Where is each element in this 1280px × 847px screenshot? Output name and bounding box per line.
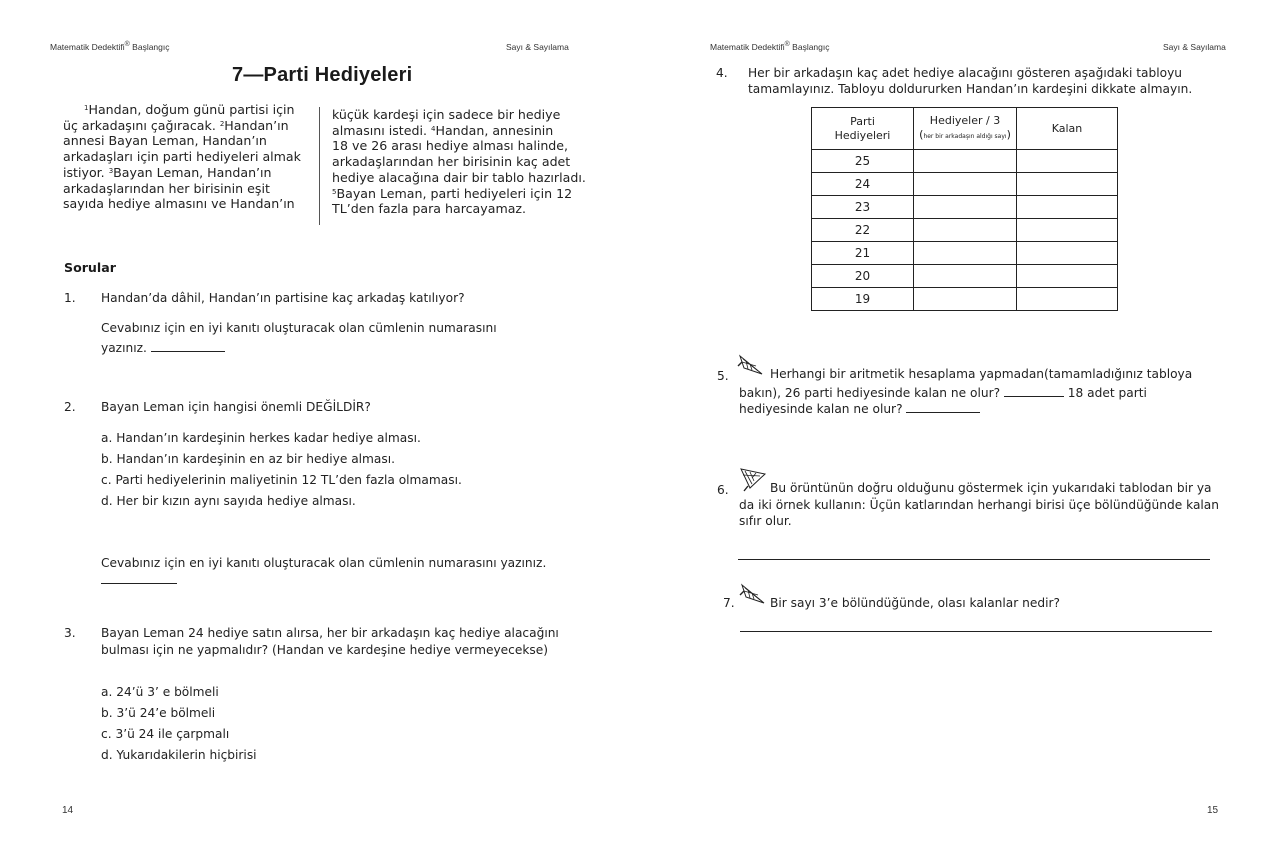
question-number: 4.	[716, 66, 728, 80]
question-2-text: Bayan Leman için hangisi önemli DEĞİLDİR?	[101, 400, 371, 414]
column-divider	[319, 107, 320, 225]
header-topic: Sayı & Sayılama	[506, 42, 569, 52]
question-4-text-line2: tamamlayınız. Tabloyu doldururken Handan’ın kardeşini dikkate almayın.	[748, 82, 1193, 96]
header-topic: Sayı & Sayılama	[1163, 42, 1226, 52]
page-number: 14	[62, 805, 74, 816]
table-cell-remainder[interactable]	[1017, 150, 1118, 173]
question-6-text: Bu örüntünün doğru olduğunu göstermek için yukarıdaki tablodan bir ya	[770, 481, 1212, 495]
table-cell-remainder[interactable]	[1017, 219, 1118, 242]
question-number: 6.	[717, 483, 729, 497]
table-cell-remainder[interactable]	[1017, 173, 1118, 196]
table-row	[812, 150, 1118, 173]
table-header-row	[812, 108, 1118, 150]
right-page	[640, 0, 1280, 847]
story-line: arkadaşları için parti hediyeleri almak	[63, 149, 301, 165]
option-b: b. Handan’ın kardeşinin en az bir hediye alması.	[101, 452, 395, 466]
remainder-table	[811, 107, 1118, 311]
story-line: arkadaşlarından her birisinin eşit	[63, 180, 270, 196]
table-cell-answer[interactable]	[914, 150, 1017, 173]
answer-line[interactable]	[738, 559, 1210, 560]
option-b: b. 3’ü 24’e bölmeli	[101, 706, 216, 720]
table-header-gifts-divided: Hediyeler / 3 (her bir arkadaşın aldığı sayı)	[914, 108, 1017, 150]
story-line: hediye alacağına dair bir tablo hazırladı.	[332, 169, 586, 185]
table-cell-gifts: 24	[812, 173, 914, 196]
answer-line[interactable]	[740, 631, 1212, 632]
story-line: annesi Bayan Leman, Handan’ın	[63, 133, 267, 149]
question-number: 1.	[64, 291, 76, 305]
detective-net-icon	[736, 352, 766, 378]
story-line: $^1$Handan, doğum günü partisi için	[84, 102, 295, 117]
table-cell-answer[interactable]	[914, 173, 1017, 196]
story-line: sayıda hediye almasını ve Handan’ın	[63, 196, 295, 212]
table-cell-remainder[interactable]	[1017, 265, 1118, 288]
story-column-2	[332, 107, 586, 217]
answer-blank[interactable]	[1004, 384, 1064, 397]
table-cell-remainder[interactable]	[1017, 288, 1118, 311]
question-1-evidence-line2: yazınız.	[101, 339, 225, 355]
table-row	[812, 196, 1118, 219]
question-6-text-line2: da iki örnek kullanın: Üçün katlarından herhangi birisi üçe bölündüğünde kalan	[739, 498, 1219, 512]
story-line: arkadaşlarından her birisinin kaç adet	[332, 154, 571, 170]
question-number: 3.	[64, 626, 76, 640]
page-number: 15	[1207, 805, 1219, 816]
table-row	[812, 173, 1118, 196]
story-line: TL’den fazla para harcayamaz.	[332, 201, 527, 217]
table-header-gifts: Parti Hediyeleri	[812, 108, 914, 150]
header-series-title: Matematik Dedektifi® Başlangıç	[50, 41, 170, 52]
header-series-title: Matematik Dedektifi® Başlangıç	[710, 41, 830, 52]
question-1-text: Handan’da dâhil, Handan’ın partisine kaç arkadaş katılıyor?	[101, 291, 465, 305]
question-3-text-line2: bulması için ne yapmalıdır? (Handan ve kardeşine hediye vermeyecekse)	[101, 643, 549, 657]
story-column-1	[63, 102, 301, 212]
question-7-text: Bir sayı 3’e bölündüğünde, olası kalanlar nedir?	[770, 596, 1060, 610]
table-cell-answer[interactable]	[914, 219, 1017, 242]
story-line: almasını istedi. $^4$Handan, annesinin	[332, 122, 554, 138]
question-5-text-line2: bakın), 26 parti hediyesinde kalan ne olur? 18 adet parti	[739, 386, 1147, 400]
table-cell-answer[interactable]	[914, 265, 1017, 288]
story-line: $^5$Bayan Leman, parti hediyeleri için 12	[332, 185, 573, 201]
question-4-text: Her bir arkadaşın kaç adet hediye alacağını gösteren aşağıdaki tabloyu	[748, 66, 1183, 80]
detective-net-icon	[738, 581, 768, 607]
option-d: d. Yukarıdakilerin hiçbirisi	[101, 748, 257, 762]
table-cell-remainder[interactable]	[1017, 196, 1118, 219]
story-line: küçük kardeşi için sadece bir hediye	[332, 107, 561, 122]
table-cell-gifts: 20	[812, 265, 914, 288]
question-2-evidence: Cevabınız için en iyi kanıtı oluşturacak olan cümlenin numarasını yazınız.	[101, 556, 547, 570]
story-line: 18 ve 26 arası hediye alması halinde,	[332, 138, 569, 154]
questions-heading: Sorular	[64, 260, 116, 275]
table-cell-answer[interactable]	[914, 242, 1017, 265]
option-d: d. Her bir kızın aynı sayıda hediye alması.	[101, 494, 356, 508]
answer-blank[interactable]	[151, 339, 225, 352]
table-cell-answer[interactable]	[914, 196, 1017, 219]
story-line: üç arkadaşını çağıracak. $^2$Handan’ın	[63, 117, 289, 133]
table-cell-answer[interactable]	[914, 288, 1017, 311]
question-number: 2.	[64, 400, 76, 414]
option-c: c. Parti hediyelerinin maliyetinin 12 TL’den fazla olmaması.	[101, 473, 462, 487]
question-number: 5.	[717, 369, 729, 383]
question-5-text: Herhangi bir aritmetik hesaplama yapmadan(tamamladığınız tabloya	[770, 367, 1193, 381]
question-1-evidence: Cevabınız için en iyi kanıtı oluşturacak olan cümlenin numarasını	[101, 321, 497, 335]
table-header-remainder: Kalan	[1017, 108, 1118, 150]
question-number: 7.	[723, 596, 735, 610]
table-cell-gifts: 19	[812, 288, 914, 311]
table-row	[812, 242, 1118, 265]
question-5-text-line3: hediyesinde kalan ne olur?	[739, 400, 980, 416]
option-a: a. Handan’ın kardeşinin herkes kadar hediye alması.	[101, 431, 421, 445]
table-cell-remainder[interactable]	[1017, 242, 1118, 265]
question-6-text-line3: sıfır olur.	[739, 514, 792, 528]
story-line: istiyor. $^3$Bayan Leman, Handan’ın	[63, 164, 272, 180]
table-cell-gifts: 25	[812, 150, 914, 173]
table-row	[812, 265, 1118, 288]
table-row	[812, 219, 1118, 242]
answer-blank[interactable]	[101, 583, 177, 584]
page-title: 7—Parti Hediyeleri	[232, 64, 413, 86]
answer-blank[interactable]	[906, 400, 980, 413]
table-row	[812, 288, 1118, 311]
table-cell-gifts: 22	[812, 219, 914, 242]
option-a: a. 24’ü 3’ e bölmeli	[101, 685, 219, 699]
table-cell-gifts: 23	[812, 196, 914, 219]
question-3-text: Bayan Leman 24 hediye satın alırsa, her bir arkadaşın kaç hediye alacağını	[101, 626, 559, 640]
table-cell-gifts: 21	[812, 242, 914, 265]
detective-net-icon	[738, 466, 768, 492]
option-c: c. 3’ü 24 ile çarpmalı	[101, 727, 230, 741]
